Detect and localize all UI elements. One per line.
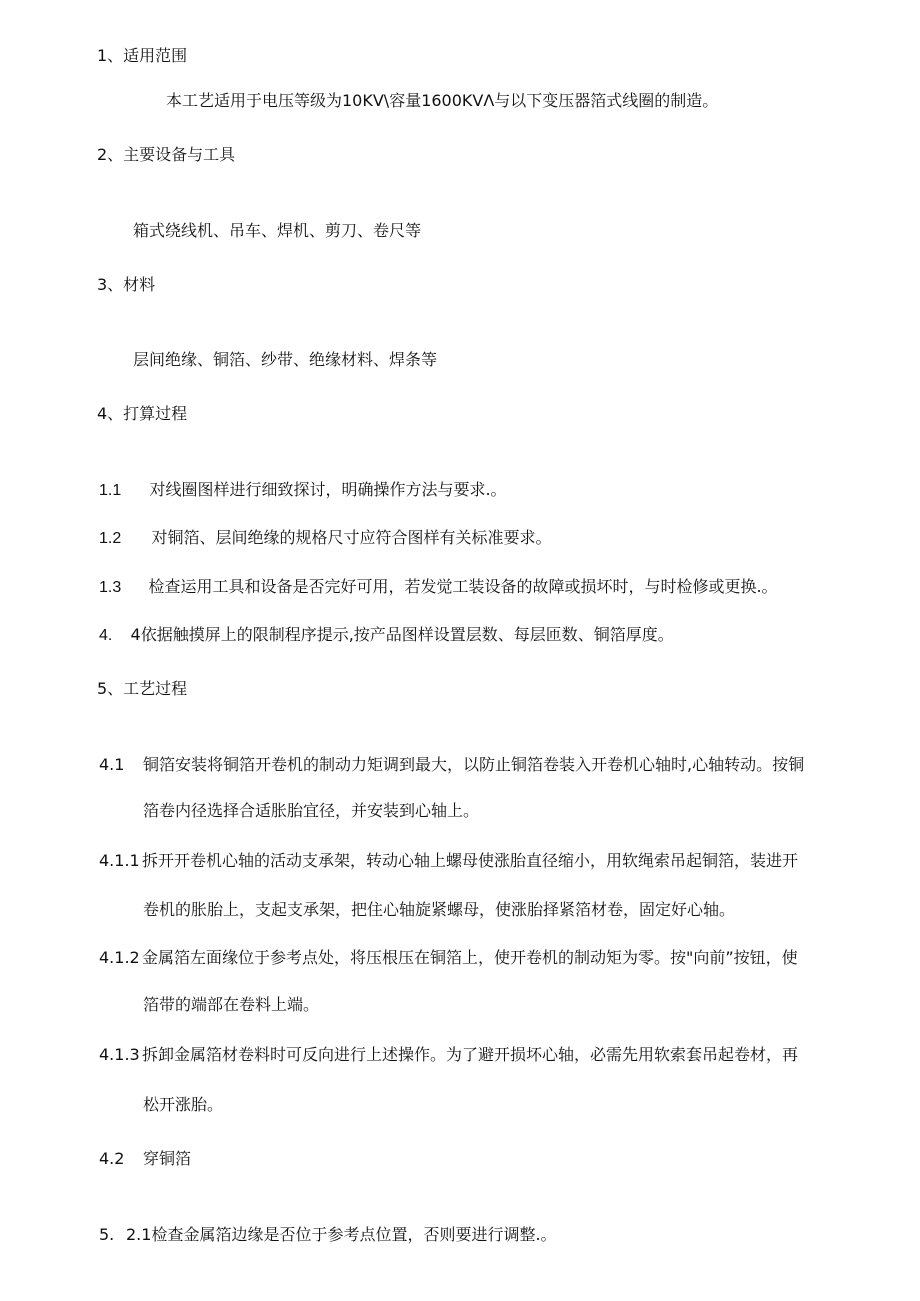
item-text: 对铜箔、层间绝缘的规格尺寸应符合图样有关标准要求。	[151, 528, 552, 547]
paragraph-4-1-1-line-1: 拆开开卷机心轴的活动支承架，转动心轴上螺母使涨胎直径缩小，用软绳索吊起铜箔，装进开	[142, 851, 799, 870]
list-item	[99, 577, 778, 598]
section-3-body: 层间绝缘、铜箔、纱带、绝缘材料、焊条等	[133, 350, 438, 369]
item-text: 4依据触摸屏上的限制程序提示,按产品图样设置层数、每层匝数、铜箔厚度。	[130, 625, 674, 644]
paragraph-5-2-1-text: 2.1检查金属箔边缘是否位于参考点位置，否则要进行调整.。	[126, 1225, 557, 1244]
list-item	[99, 480, 507, 501]
paragraph-4-2-text: 穿铜箔	[143, 1149, 192, 1168]
section-1-title: 1、适用范围	[97, 46, 188, 65]
list-item	[99, 528, 551, 549]
paragraph-4-1-1-number: 4.1.1	[99, 851, 140, 870]
item-number: 4.	[99, 627, 113, 644]
item-number: 1.1	[99, 482, 122, 499]
section-3-title: 3、材料	[97, 275, 156, 294]
paragraph-4-1-line-1: 铜箔安装将铜箔开卷机的制动力矩调到最大，以防止铜箔卷装入开卷机心轴时,心轴转动。按铜	[143, 755, 805, 774]
paragraph-4-1-2-line-1: 金属箔左面缘位于参考点处，将压根压在铜箔上，使开卷机的制动矩为零。按"向前”按钮，使	[142, 948, 798, 967]
section-4-title: 4、打算过程	[97, 404, 188, 423]
paragraph-4-1-2-number: 4.1.2	[99, 948, 140, 967]
paragraph-4-1-1-line-2: 卷机的胀胎上，支起支承架，把住心轴旋紧螺母，使涨胎择紧箔材卷，固定好心轴。	[143, 900, 736, 919]
paragraph-4-1-line-2: 箔卷内径选择合适胀胎宜径，并安装到心轴上。	[143, 801, 480, 820]
paragraph-4-2-number: 4.2	[99, 1149, 125, 1168]
section-1-body: 本工艺适用于电压等级为10KV\容量1600KVΛ与以下变压器箔式线圈的制造。	[166, 91, 719, 110]
paragraph-4-1-2-line-2: 箔带的端部在卷料上端。	[143, 995, 320, 1014]
paragraph-4-1-3-number: 4.1.3	[99, 1045, 140, 1064]
list-item	[99, 625, 674, 646]
paragraph-4-1-3-line-2: 松开涨胎。	[143, 1095, 224, 1114]
paragraph-4-1-3-line-1: 拆卸金属箔材卷料时可反向进行上述操作。为了避开损坏心轴，必需先用软索套吊起卷材，再	[142, 1045, 799, 1064]
section-5-title: 5、工艺过程	[97, 679, 188, 698]
item-text: 检查运用工具和设备是否完好可用，若发觉工装设备的故障或损坏时，与时检修或更换.。	[148, 577, 778, 596]
item-number: 1.2	[99, 530, 122, 547]
section-2-title: 2、主要设备与工具	[97, 145, 236, 164]
item-text: 对线圈图样进行细致探讨，明确操作方法与要求.。	[149, 480, 507, 499]
item-number: 1.3	[99, 579, 122, 596]
paragraph-5-2-1-number: 5.	[99, 1225, 115, 1244]
section-2-body: 箱式绕线机、吊车、焊机、剪刀、卷尺等	[133, 221, 422, 240]
paragraph-4-1-number: 4.1	[99, 755, 125, 774]
